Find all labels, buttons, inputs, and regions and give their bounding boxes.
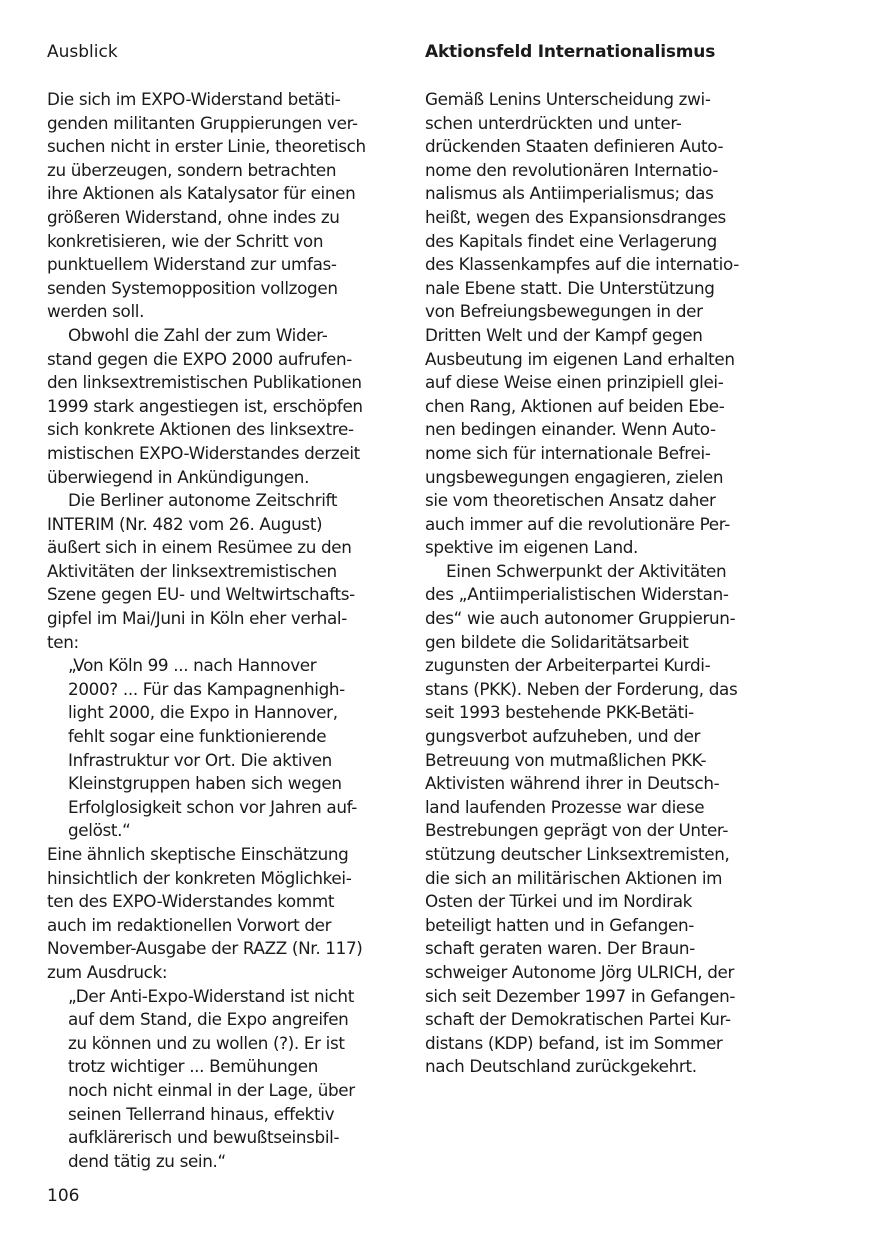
quote-line: light 2000, die Expo in Hannover, — [68, 702, 338, 723]
text-line: suchen nicht in erster Linie, theoretisch — [47, 136, 366, 157]
text-line: ten: — [47, 631, 79, 652]
quote-line: zu können und zu wollen (?). Er ist — [68, 1032, 345, 1053]
text-line: Die Berliner autonome Zeitschrift — [68, 490, 338, 511]
text-line: Szene gegen EU- und Weltwirtschafts- — [47, 584, 355, 605]
quote-line: „Von Köln 99 ... nach Hannover — [68, 655, 317, 676]
text-line: überwiegend in Ankündigungen. — [47, 466, 310, 487]
text-line: sich konkrete Aktionen des linksextre- — [47, 419, 354, 440]
text-line: drückenden Staaten definieren Auto- — [425, 136, 724, 157]
text-line: 1999 stark angestiegen ist, erschöpfen — [47, 395, 363, 416]
text-line: Betreuung von mutmaßlichen PKK- — [425, 749, 707, 770]
text-line: Ausbeutung im eigenen Land erhalten — [425, 348, 735, 369]
text-line: des“ wie auch autonomer Gruppierun- — [425, 608, 736, 629]
text-line: Gemäß Lenins Unterscheidung zwi- — [425, 89, 711, 109]
text-line: den linksextremistischen Publikationen — [47, 372, 362, 393]
text-line: Obwohl die Zahl der zum Wider- — [68, 324, 328, 345]
quote-line: noch nicht einmal in der Lage, über — [68, 1079, 355, 1100]
text-line: ten des EXPO-Widerstandes kommt — [47, 891, 335, 912]
text-line: nale Ebene statt. Die Unterstützung — [425, 277, 715, 298]
text-line: ungsbewegungen engagieren, zielen — [425, 466, 724, 487]
text-line: des Kapitals findet eine Verlagerung — [425, 230, 717, 251]
text-line: des „Antiimperialistischen Widerstan- — [425, 584, 729, 605]
text-line: stans (PKK). Neben der Forderung, das — [425, 678, 738, 699]
text-line: November-Ausgabe der RAZZ (Nr. 117) — [47, 938, 363, 959]
text-line: stützung deutscher Linksextremisten, — [425, 844, 730, 864]
text-line: von Befreiungsbewegungen in der — [425, 301, 703, 322]
text-line: mistischen EXPO-Widerstandes derzeit — [47, 442, 360, 463]
quote-line: trotz wichtiger ... Bemühungen — [68, 1056, 318, 1077]
text-line: äußert sich in einem Resümee zu den — [47, 537, 352, 558]
text-line: chen Rang, Aktionen auf beiden Ebe- — [425, 395, 725, 416]
text-line: nome sich für internationale Befrei- — [425, 442, 711, 463]
text-line: schen unterdrückten und unter- — [425, 112, 682, 133]
text-line: Einen Schwerpunkt der Aktivitäten — [446, 560, 727, 581]
quote-line: fehlt sogar eine funktionierende — [68, 726, 327, 747]
text-line: nome den revolutionären Internatio- — [425, 159, 719, 180]
quote-line: auf dem Stand, die Expo angreifen — [68, 1009, 349, 1030]
text-line: heißt, wegen des Expansionsdranges — [425, 206, 726, 227]
text-line: Dritten Welt und der Kampf gegen — [425, 324, 703, 345]
text-line: sie vom theoretischen Ansatz daher — [425, 490, 716, 511]
text-line: konkretisieren, wie der Schritt von — [47, 230, 324, 251]
text-line: nach Deutschland zurückgekehrt. — [425, 1056, 697, 1077]
text-line: Eine ähnlich skeptische Einschätzung — [47, 844, 349, 864]
left-text-column — [47, 88, 392, 1173]
text-line: schaft geraten waren. Der Braun- — [425, 938, 695, 959]
text-line: genden militanten Gruppierungen ver- — [47, 112, 358, 133]
text-line: schweiger Autonome Jörg ULRICH, der — [425, 961, 735, 982]
text-line: land laufenden Prozesse war diese — [425, 796, 705, 817]
text-line: distans (KDP) befand, ist im Sommer — [425, 1032, 723, 1053]
text-line: werden soll. — [47, 301, 145, 322]
text-line: auf diese Weise einen prinzipiell glei- — [425, 372, 724, 393]
quote-line: seinen Tellerrand hinaus, effektiv — [68, 1103, 335, 1124]
text-line: nalismus als Antiimperialismus; das — [425, 183, 714, 204]
quote-line: gelöst.“ — [68, 820, 131, 841]
text-line: spektive im eigenen Land. — [425, 537, 639, 558]
text-line: auch immer auf die revolutionäre Per- — [425, 513, 730, 534]
text-line: nen bedingen einander. Wenn Auto- — [425, 419, 716, 440]
quote-line: aufklärerisch und bewußtseinsbil- — [68, 1127, 340, 1148]
text-line: größeren Widerstand, ohne indes zu — [47, 206, 340, 227]
text-line: gipfel im Mai/Juni in Köln eher verhal- — [47, 608, 347, 629]
quote-line: 2000? ... Für das Kampagnenhigh- — [68, 678, 345, 699]
text-line: gen bildete die Solidaritätsarbeit — [425, 631, 689, 652]
text-line: Bestrebungen geprägt von der Unter- — [425, 820, 729, 841]
text-line: die sich an militärischen Aktionen im — [425, 867, 723, 888]
page-number: 106 — [47, 1186, 80, 1206]
text-line: auch im redaktionellen Vorwort der — [47, 914, 332, 935]
text-line: gungsverbot aufzuheben, und der — [425, 726, 701, 747]
text-line: beteiligt hatten und in Gefangen- — [425, 914, 694, 935]
text-line: Die sich im EXPO-Widerstand betäti- — [47, 89, 341, 109]
quote-line: Kleinstgruppen haben sich wegen — [68, 773, 342, 794]
text-line: hinsichtlich der konkreten Möglichkei- — [47, 867, 352, 888]
running-header-left: Ausblick — [47, 42, 118, 62]
text-line: seit 1993 bestehende PKK-Betäti- — [425, 702, 694, 723]
quote-line: Infrastruktur vor Ort. Die aktiven — [68, 749, 332, 770]
text-line: INTERIM (Nr. 482 vom 26. August) — [47, 513, 323, 534]
text-line: sich seit Dezember 1997 in Gefangen- — [425, 985, 736, 1006]
text-line: zugunsten der Arbeiterpartei Kurdi- — [425, 655, 711, 676]
text-line: schaft der Demokratischen Partei Kur- — [425, 1009, 731, 1030]
right-text-column — [425, 88, 770, 1079]
text-line: punktuellem Widerstand zur umfas- — [47, 254, 337, 275]
text-line: zu überzeugen, sondern betrachten — [47, 159, 337, 180]
text-line: Osten der Türkei und im Nordirak — [425, 891, 693, 912]
text-line: Aktivitäten der linksextremistischen — [47, 560, 337, 581]
text-line: stand gegen die EXPO 2000 aufrufen- — [47, 348, 352, 369]
text-line: zum Ausdruck: — [47, 961, 168, 982]
text-line: senden Systemopposition vollzogen — [47, 277, 338, 298]
quote-line: dend tätig zu sein.“ — [68, 1150, 226, 1171]
running-header-right: Aktionsfeld Internationalismus — [425, 42, 716, 62]
text-line: ihre Aktionen als Katalysator für einen — [47, 183, 356, 204]
quote-line: Erfolglosigkeit schon vor Jahren auf- — [68, 796, 357, 817]
quote-line: „Der Anti-Expo-Widerstand ist nicht — [68, 985, 354, 1006]
text-line: Aktivisten während ihrer in Deutsch- — [425, 773, 720, 794]
text-line: des Klassenkampfes auf die internatio- — [425, 254, 739, 275]
